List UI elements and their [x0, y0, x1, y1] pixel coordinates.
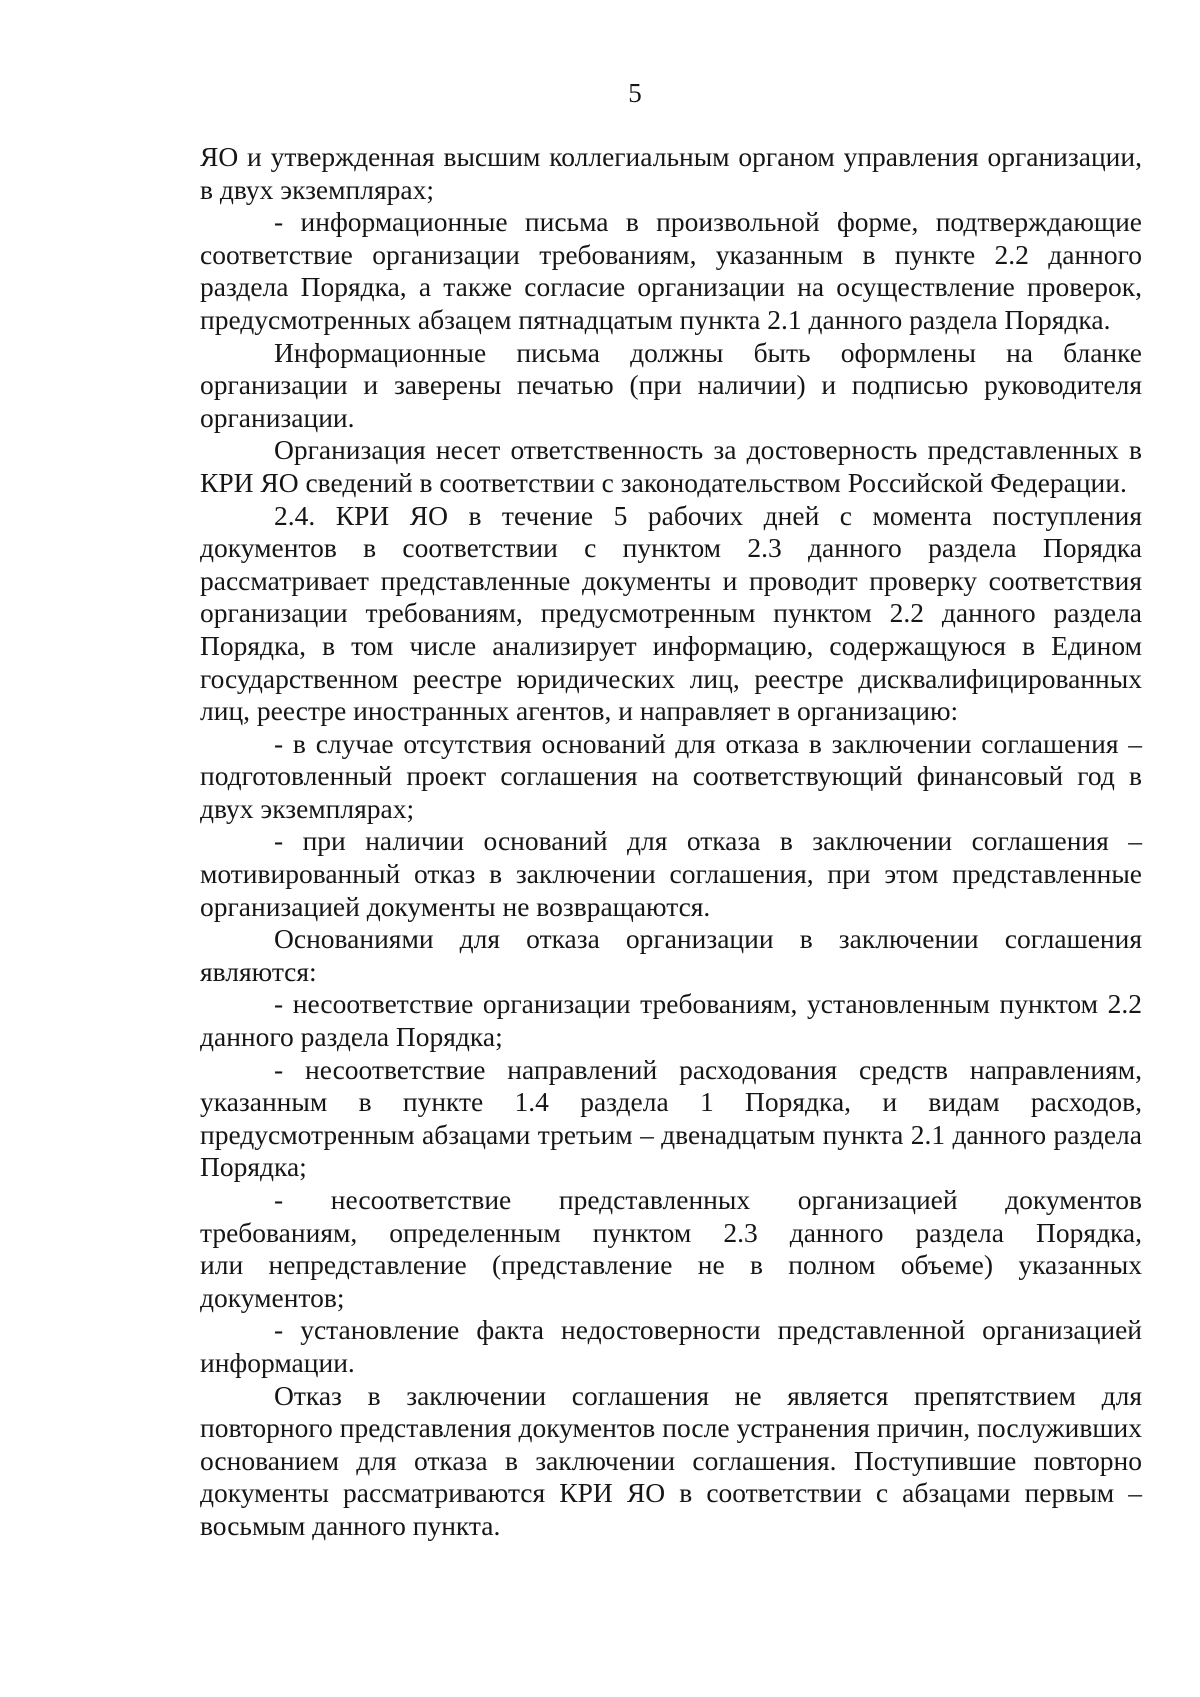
paragraph-ground-documents: - несоответствие представленных организацией документов требованиям, определенным пунктом 2.3 данного раздела Порядка, или непредставление (представление не в полном объеме) указанных документов; — [200, 1184, 1142, 1313]
paragraph-resubmission: Отказ в заключении соглашения не является препятствием для повторного представления документов после устранения причин, послуживших основанием для отказа в заключении соглашения. Поступившие повторно документы рассматриваются КРИ ЯО в соответствии с абзацами первым – восьмым данного пункта. — [200, 1379, 1142, 1541]
paragraph-refusal-case: - при наличии оснований для отказа в заключении соглашения – мотивированный отказ в заключении соглашения, при этом представленные организацией документы не возвращаются. — [200, 825, 1142, 922]
paragraph-responsibility: Организация несет ответственность за достоверность представленных в КРИ ЯО сведений в соответствии с законодательством Российской Федерации. — [200, 434, 1142, 498]
paragraph-ground-false-info: - установление факта недостоверности представленной организацией информации. — [200, 1314, 1142, 1378]
paragraph-refusal-grounds-intro: Основаниями для отказа организации в заключении соглашения являются: — [200, 923, 1142, 987]
paragraph-info-letters: - информационные письма в произвольной форме, подтверждающие соответствие организации требованиям, указанным в пункте 2.2 данного раздела Порядка, а также согласие организации на осуществление проверок, предусмотренных абзацем пятнадцатым пункта 2.1 данного раздела Порядка. — [200, 206, 1142, 335]
paragraph-clause-2-4: 2.4. КРИ ЯО в течение 5 рабочих дней с момента поступления документов в соответствии с пунктом 2.3 данного раздела Порядка рассматривает представленные документы и проводит проверку соответствия организации требованиям, предусмотренным пунктом 2.2 данного раздела Порядка, в том числе анализирует информацию, содержащуюся в Едином государственном реестре юридических лиц, реестре дисквалифицированных лиц, реестре иностранных агентов, и направляет в организацию: — [200, 499, 1142, 727]
paragraph-no-refusal-case: - в случае отсутствия оснований для отказа в заключении соглашения – подготовленный проект соглашения на соответствующий финансовый год в двух экземплярах; — [200, 727, 1142, 824]
paragraph-ground-requirements: - несоответствие организации требованиям, установленным пунктом 2.2 данного раздела Порядка; — [200, 988, 1142, 1053]
paragraph-ground-expenditure: - несоответствие направлений расходования средств направлениям, указанным в пункте 1.4 раздела 1 Порядка, и видам расходов, предусмотренным абзацами третьим – двенадцатым пункта 2.1 данного раздела Порядка; — [200, 1053, 1142, 1183]
document-body — [200, 141, 1142, 1543]
paragraph-continuation: ЯО и утвержденная высшим коллегиальным органом управления организации, в двух экземплярах; — [200, 141, 1142, 205]
page-number: 5 — [628, 78, 642, 108]
paragraph-letters-format: Информационные письма должны быть оформлены на бланке организации и заверены печатью (при наличии) и подписью руководителя организации. — [200, 336, 1142, 433]
